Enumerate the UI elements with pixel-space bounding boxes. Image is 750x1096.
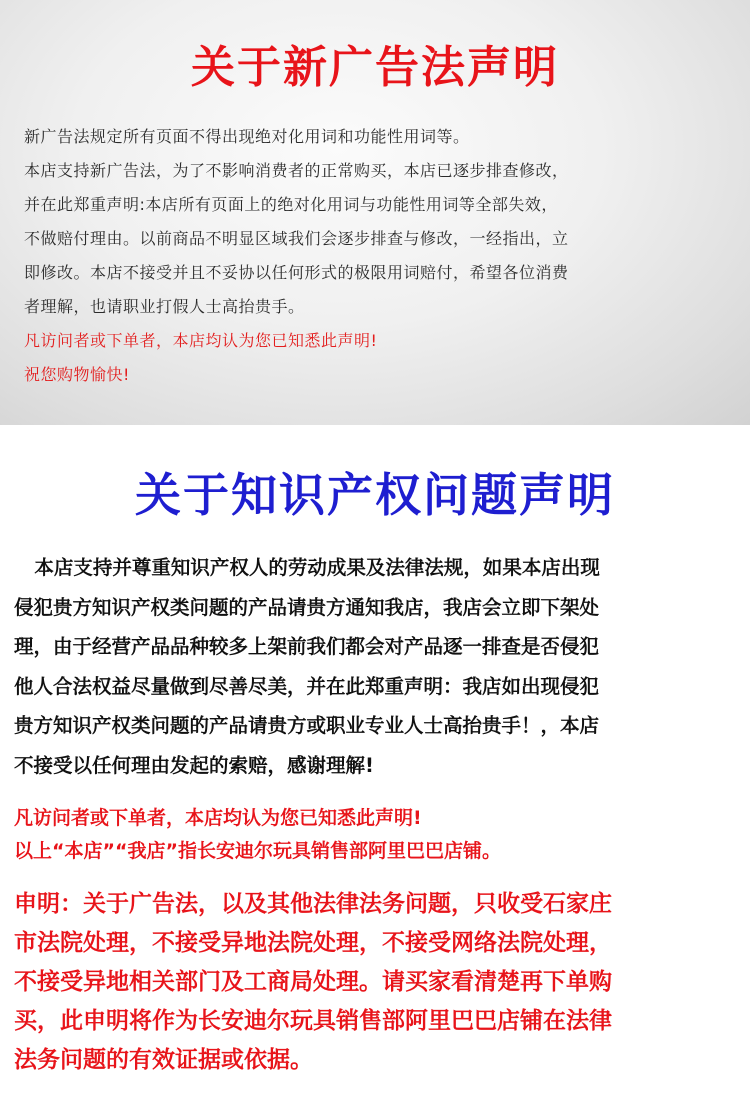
ad-law-section — [0, 0, 750, 425]
ip-line: 理，由于经营产品品种较多上架前我们都会对产品逐一排查是否侵犯 — [14, 635, 600, 658]
ad-law-line: 本店支持新广告法，为了不影响消费者的正常购买，本店已逐步排查修改， — [24, 161, 569, 180]
ip-line: 他人合法权益尽量做到尽善尽美，并在此郑重声明：我店如出现侵犯 — [14, 674, 600, 698]
ad-law-notice: 凡访问者或下单者，本店均认为您已知悉此声明! — [24, 331, 378, 350]
ad-law-line: 者理解，也请职业打假人士高抬贵手。 — [24, 297, 305, 316]
statement-line: 申明：关于广告法，以及其他法律法务问题，只收受石家庄 — [14, 891, 612, 917]
ad-law-line: 并在此郑重声明:本店所有页面上的绝对化用词与功能性用词等全部失效， — [24, 195, 558, 214]
ad-law-line: 新广告法规定所有页面不得出现绝对化用词和功能性用词等。 — [24, 127, 470, 146]
ip-line: 不接受以任何理由发起的索赔，感谢理解! — [14, 753, 374, 777]
ad-law-line: 不做赔付理由。以前商品不明显区域我们会逐步排查与修改，一经指出，立 — [24, 229, 569, 248]
statement-line: 不接受异地相关部门及工商局处理。请买家看清楚再下单购 — [14, 969, 612, 995]
ad-law-title: 关于新广告法声明 — [191, 42, 559, 93]
ip-line: 本店支持并尊重知识产权人的劳动成果及法律法规，如果本店出现 — [14, 556, 600, 579]
ip-notice-line: 凡访问者或下单者，本店均认为您已知悉此声明! — [14, 807, 422, 829]
ad-law-body — [24, 120, 734, 392]
ip-body — [14, 548, 744, 785]
ip-notice — [14, 802, 744, 868]
ip-line: 贵方知识产权类问题的产品请贵方或职业专业人士高抬贵手！，本店 — [14, 714, 600, 737]
ad-law-line: 即修改。本店不接受并且不妥协以任何形式的极限用词赔付，希望各位消费 — [24, 263, 569, 282]
ad-law-greeting: 祝您购物愉快! — [24, 365, 130, 384]
ip-section — [0, 425, 750, 1096]
statement-line: 法务问题的有效证据或依据。 — [14, 1047, 313, 1073]
ip-line: 侵犯贵方知识产权类问题的产品请贵方通知我店，我店会立即下架处 — [14, 595, 600, 619]
ip-title: 关于知识产权问题声明 — [135, 468, 615, 522]
ip-notice-line: 以上“本店”“我店”指长安迪尔玩具销售部阿里巴巴店铺。 — [14, 840, 501, 862]
jurisdiction-statement — [14, 885, 744, 1080]
statement-line: 买，此申明将作为长安迪尔玩具销售部阿里巴巴店铺在法律 — [14, 1008, 612, 1034]
statement-line: 市法院处理，不接受异地法院处理，不接受网络法院处理， — [14, 930, 612, 956]
